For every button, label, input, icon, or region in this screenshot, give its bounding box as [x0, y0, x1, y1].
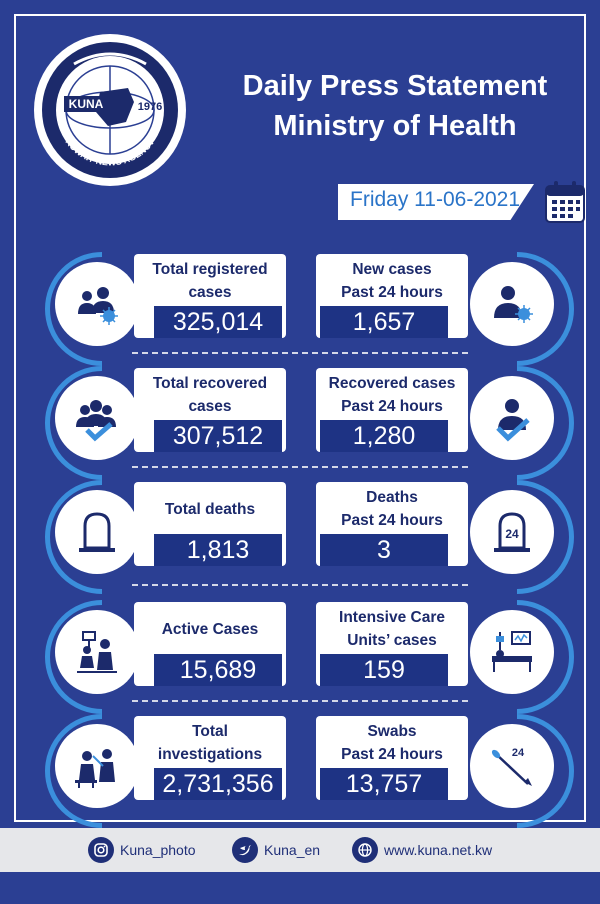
- twitter-icon: [232, 837, 258, 863]
- divider: [132, 466, 468, 468]
- website-link: www.kuna.net.kw: [384, 842, 493, 858]
- title-line-1: Daily Press Statement: [242, 70, 548, 102]
- stat-label: Deaths Past 24 hours: [341, 489, 443, 529]
- stat-card-total-investigations: [134, 716, 286, 800]
- divider: [132, 352, 468, 354]
- stat-label: Total recovered cases: [152, 375, 268, 415]
- stat-label: Total investigations: [157, 723, 263, 763]
- stats-row-3: [0, 482, 600, 582]
- stat-label: Total deaths: [164, 501, 256, 518]
- date-banner: [338, 180, 590, 224]
- swab-test-icon: [73, 742, 121, 790]
- gravestone-24-icon: [488, 508, 536, 556]
- divider: [132, 700, 468, 702]
- stats-row-1: [0, 254, 600, 354]
- stat-label: New cases Past 24 hours: [341, 261, 443, 301]
- stat-value: 1,813: [154, 534, 282, 566]
- stat-value: 13,757: [320, 768, 448, 800]
- people-check-icon: [73, 394, 121, 442]
- stat-value: 159: [320, 654, 448, 686]
- person-virus-icon: [488, 280, 536, 328]
- stat-card-total-registered: [134, 254, 286, 338]
- stats-row-2: [0, 368, 600, 468]
- stat-value: 2,731,356: [154, 768, 282, 800]
- stat-icon-circle: [470, 610, 554, 694]
- footer: [0, 828, 600, 872]
- instagram-icon: [88, 837, 114, 863]
- people-virus-icon: [73, 280, 121, 328]
- stat-label: Intensive Care Units’ cases: [339, 609, 445, 649]
- stat-icon-circle: [55, 724, 139, 808]
- stat-label: Swabs Past 24 hours: [341, 723, 443, 763]
- stat-icon-circle: [470, 490, 554, 574]
- stat-icon-circle: [470, 262, 554, 346]
- stat-value: 15,689: [154, 654, 282, 686]
- person-check-icon: [488, 394, 536, 442]
- stat-card-swabs-24h: [316, 716, 468, 800]
- page-title: [220, 66, 570, 146]
- stat-card-new-cases: [316, 254, 468, 338]
- stat-icon-circle: [55, 610, 139, 694]
- svg-text:KUNA: KUNA: [68, 97, 104, 111]
- stats-row-5: [0, 716, 600, 816]
- globe-icon: [352, 837, 378, 863]
- footer-instagram[interactable]: [88, 836, 196, 864]
- stat-card-total-recovered: [134, 368, 286, 452]
- twitter-handle: Kuna_en: [264, 842, 321, 858]
- stats-row-4: [0, 602, 600, 702]
- stat-card-recovered-24h: [316, 368, 468, 452]
- stat-value: 307,512: [154, 420, 282, 452]
- gravestone-icon: [73, 508, 121, 556]
- svg-text:KUWAIT NEWS AGENCY: KUWAIT NEWS AGENCY: [63, 136, 157, 168]
- svg-text:24: 24: [505, 527, 519, 541]
- title-line-2: Ministry of Health: [273, 110, 517, 142]
- stat-value: 325,014: [154, 306, 282, 338]
- stat-label: Active Cases: [161, 621, 259, 638]
- icu-bed-icon: [488, 628, 536, 676]
- stat-icon-circle: [470, 376, 554, 460]
- stat-icon-circle: [55, 262, 139, 346]
- stat-value: 3: [320, 534, 448, 566]
- instagram-handle: Kuna_photo: [120, 842, 196, 858]
- patients-icon: [73, 628, 121, 676]
- footer-twitter[interactable]: [232, 836, 320, 864]
- stat-card-total-deaths: [134, 482, 286, 566]
- svg-text:1976: 1976: [137, 101, 163, 113]
- stat-card-icu: [316, 602, 468, 686]
- stat-icon-circle: [470, 724, 554, 808]
- stat-card-deaths-24h: [316, 482, 468, 566]
- swab-24-icon: [488, 742, 536, 790]
- date-text: Friday 11-06-2021: [350, 188, 521, 211]
- footer-website[interactable]: [352, 836, 492, 864]
- divider: [132, 584, 468, 586]
- stat-label: Total registered cases: [152, 261, 268, 301]
- kuna-logo: [30, 30, 190, 190]
- stat-value: 1,657: [320, 306, 448, 338]
- stat-card-active-cases: [134, 602, 286, 686]
- svg-text:24: 24: [511, 747, 525, 759]
- calendar-icon: [544, 180, 586, 224]
- stat-icon-circle: [55, 490, 139, 574]
- stat-value: 1,280: [320, 420, 448, 452]
- stat-icon-circle: [55, 376, 139, 460]
- stat-label: Recovered cases Past 24 hours: [328, 375, 456, 415]
